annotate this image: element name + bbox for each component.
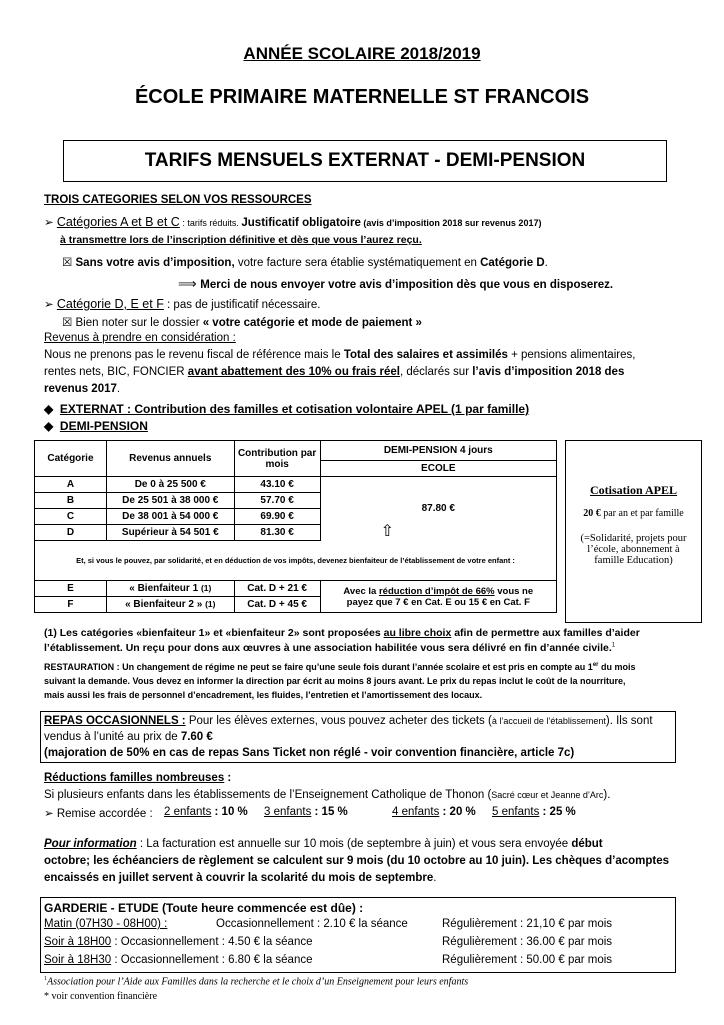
apel-desc-1: (=Solidarité, projets pour — [580, 533, 687, 544]
info-line-2: octobre; les échéanciers de règlement se calculent sur 9 mois (du 10 octobre au 10 juin). Les chèques d’acomptes — [44, 855, 670, 867]
reductions-line-1: Si plusieurs enfants dans les établissements de l’Enseignement Catholique de Thonon (Sacré cœur et Jeanne d’Arc). — [44, 789, 611, 801]
merci-line: ⟹ Merci de nous envoyer votre avis d’imposition dès que vous en disposerez. — [178, 276, 614, 291]
revenus-line-1: Nous ne prenons pas le revenu fiscal de référence mais le Total des salaires et assimilés + pensions alimentaires, — [44, 349, 636, 361]
categories-def-line: ➢ Catégorie D, E et F : pas de justificatif nécessaire. — [44, 297, 321, 311]
header-demipension: DEMI-PENSION 4 jours — [320, 441, 556, 461]
table-cell-contrib: Cat. D + 21 € — [234, 581, 320, 597]
table-cell-contrib: 81.30 € — [234, 525, 320, 541]
arrow-bullet-icon: ➢ — [44, 217, 57, 229]
header-revenus: Revenus annuels — [106, 441, 234, 477]
table-cell-contrib: 57.70 € — [234, 493, 320, 509]
reductions-heading: Réductions familles nombreuses : — [44, 772, 232, 784]
diamond-bullet-icon: ◆ — [44, 419, 60, 433]
repas-line-2: vendus à l’unité au prix de 7.60 € — [44, 731, 213, 743]
apel-title: Cotisation APEL — [589, 483, 677, 497]
diamond-bullet-icon: ◆ — [44, 402, 60, 416]
garderie-row-18h30: Soir à 18H30 : Occasionnellement : 6.80 € la séance Régulièrement : 50.00 € par mois — [44, 954, 613, 966]
table-cell-contrib: 69.90 € — [234, 509, 320, 525]
arrow-bullet-icon: ➢ — [44, 299, 57, 311]
info-line-1: Pour information : La facturation est annuelle sur 10 mois (de septembre à juin) et vous sera envoyée début — [44, 838, 603, 850]
repas-line-3: (majoration de 50% en cas de repas Sans Ticket non réglé - voir convention financière, article 7c) — [44, 747, 575, 759]
table-cell-cat: C — [35, 509, 107, 525]
noter-line: ☒ Bien noter sur le dossier « votre catégorie et mode de paiement » — [62, 317, 422, 329]
table-cell-bienfaiteur: « Bienfaiteur 1 (1) — [106, 581, 234, 597]
restauration-line-3: mais aussi les frais de personnel d’encadrement, les fluides, l’entretien et l’amortissement des locaux. — [44, 690, 483, 700]
tariffs-title-box: TARIFS MENSUELS EXTERNAT - DEMI-PENSION — [63, 140, 667, 182]
right-arrow-icon: ⟹ — [178, 276, 201, 291]
table-cell-cat: D — [35, 525, 107, 541]
revenus-line-2: rentes nets, BIC, FONCIER avant abattement des 10% ou frais réel, déclarés sur l’avis d’imposition 2018 des — [44, 366, 625, 378]
tariffs-table — [34, 440, 557, 613]
table-cell-contrib: Cat. D + 45 € — [234, 597, 320, 613]
categories-heading: TROIS CATEGORIES SELON VOS RESSOURCES — [44, 194, 312, 206]
apel-price: 20 € par an et par famille — [583, 508, 684, 519]
abc-transmit: à transmettre lors de l’inscription définitive et dès que vous l’aurez reçu. — [60, 234, 422, 246]
garderie-row-18h00: Soir à 18H00 : Occasionnellement : 4.50 € la séance Régulièrement : 36.00 € par mois — [44, 936, 613, 948]
apel-desc-3: famille Education) — [594, 555, 673, 566]
table-cell-cat: A — [35, 477, 107, 493]
school-name: ÉCOLE PRIMAIRE MATERNELLE ST FRANCOIS — [134, 86, 590, 108]
table-cell-rev: De 25 501 à 38 000 € — [106, 493, 234, 509]
arrow-bullet-icon: ➢ — [44, 808, 57, 820]
abc-label: Catégories A et B et C — [56, 215, 180, 229]
bienfaiteur-note-1: (1) Les catégories «bienfaiteur 1» et «bienfaiteur 2» sont proposées au libre choix afin de permettre aux familles d’aider — [44, 627, 640, 639]
demipension-bullet: ◆ DEMI-PENSION — [44, 419, 148, 433]
school-year-title: ANNÉE SCOLAIRE 2018/2019 — [243, 44, 481, 63]
sans-avis-line: ☒ Sans votre avis d’imposition, votre facture sera établie systématiquement en Catégorie D. — [62, 257, 548, 269]
footer-note-1: $^1$Association pour l’Aide aux Familles dans la recherche et le choix d’un Enseignement pour leurs enfants — [44, 976, 469, 988]
garderie-title: GARDERIE - ETUDE (Toute heure commencée est dûe) : — [44, 901, 364, 915]
footer-note-2: * voir convention financière — [44, 991, 158, 1002]
header-contribution: Contribution par mois — [234, 441, 320, 477]
header-categorie: Catégorie — [35, 441, 107, 477]
up-arrow-icon: ⇧ — [380, 522, 394, 540]
info-line-3: encaissés en juillet servent à couvrir la scolarité du mois de septembre. — [44, 872, 437, 884]
apel-box — [565, 440, 702, 623]
checkbox-x-icon: ☒ — [62, 317, 76, 329]
solidarity-note: Et, si vous le pouvez, par solidarité, et en déduction de vos impôts, devenez bienfaiteur de l’établissement de votre enfant : — [35, 541, 557, 581]
header-ecole: ECOLE — [320, 461, 556, 477]
externat-bullet: ◆ EXTERNAT : Contribution des familles et cotisation volontaire APEL (1 par famille) — [44, 402, 530, 416]
dp-price-cell — [320, 477, 556, 541]
table-cell-cat: F — [35, 597, 107, 613]
tax-reduction-cell: Avec la réduction d’impôt de 66% vous ne payez que 7 € en Cat. E ou 15 € en Cat. F — [320, 581, 556, 613]
restauration-line-2: suivant la demande. Vous devez en informer la direction par écrit au moins 8 jours avant. Le prix du repas inclut le coût de la nourriture, — [44, 676, 626, 686]
garderie-row-matin: Matin (07H30 - 08H00) : Occasionnellement : 2.10 € la séance Régulièrement : 21,10 € par mois — [44, 918, 613, 930]
table-cell-cat: B — [35, 493, 107, 509]
bienfaiteur-note-2: l’établissement. Un reçu pour dons aux œuvres à une association habilitée vous sera délivré en fin d’année civile.$^1$ — [44, 642, 616, 654]
table-cell-rev: De 38 001 à 54 000 € — [106, 509, 234, 525]
table-cell-rev: De 0 à 25 500 € — [106, 477, 234, 493]
table-cell-cat: E — [35, 581, 107, 597]
apel-desc-2: l’école, abonnement à — [587, 544, 680, 555]
table-cell-contrib: 43.10 € — [234, 477, 320, 493]
repas-line-1: REPAS OCCASIONNELS : Pour les élèves externes, vous pouvez acheter des tickets (à l’accueil de l’établissement). Ils sont — [44, 715, 653, 727]
remise-line: ➢ Remise accordée : 2 enfants : 10 % 3 enfants : 15 % 4 enfants : 20 % 5 enfants : 25 % — [44, 806, 576, 820]
table-cell-rev: Supérieur à 54 501 € — [106, 525, 234, 541]
revenus-line-3: revenus 2017. — [44, 383, 121, 395]
categories-abc-line: ➢ Catégories A et B et C : tarifs réduits. Justificatif obligatoire (avis d’imposition 2018 sur revenus 2017) — [44, 215, 542, 229]
restauration-line-1: RESTAURATION : Un changement de régime ne peut se faire qu’une seule fois durant l’année scolaire et est pris en compte au 1er du mois — [44, 662, 636, 672]
checkbox-x-icon: ☒ — [62, 257, 76, 269]
dp-price: 87.80 € — [421, 503, 455, 515]
table-cell-bienfaiteur: « Bienfaiteur 2 » (1) — [106, 597, 234, 613]
revenus-heading: Revenus à prendre en considération : — [44, 332, 236, 344]
